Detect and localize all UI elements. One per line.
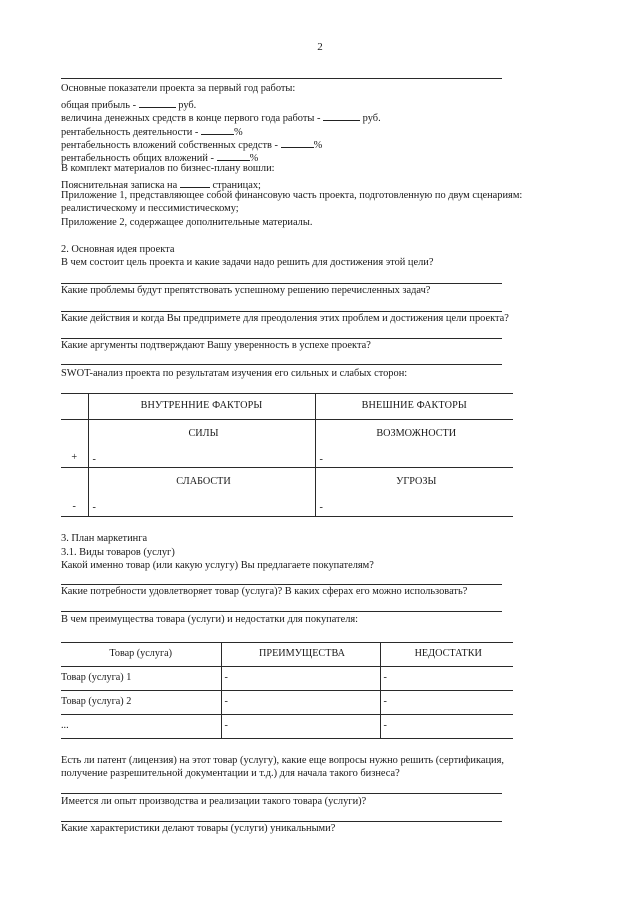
section3-q3: В чем преимущества товара (услуги) и недостатки для покупателя: bbox=[61, 614, 359, 625]
product-name: Товар (услуга) 1 bbox=[61, 667, 221, 691]
section3-q4-line2: получение разрешительной документации и т.д.) для начала такого бизнеса? bbox=[61, 768, 400, 779]
section2-q3: Какие действия и когда Вы предпримете для преодоления этих проблем и достижения цели проекта? bbox=[61, 313, 509, 324]
swot-weaknesses-title: СЛАБОСТИ bbox=[176, 476, 231, 487]
products-header-cons: НЕДОСТАТКИ bbox=[380, 643, 513, 667]
swot-table bbox=[61, 393, 513, 517]
note-label: Пояснительная записка на bbox=[61, 180, 178, 191]
swot-weaknesses-item: - bbox=[92, 502, 96, 514]
product-name: Товар (услуга) 2 bbox=[61, 691, 221, 715]
section3-heading: 3. План маркетинга bbox=[61, 533, 148, 544]
swot-plus-sign: + bbox=[61, 420, 88, 468]
table-row bbox=[61, 691, 513, 715]
cash-unit: руб. bbox=[362, 113, 381, 124]
rent-equity-line bbox=[61, 138, 322, 151]
swot-opportunities-item: - bbox=[319, 454, 323, 466]
swot-intro: SWOT-анализ проекта по результатам изучения его сильных и слабых сторон: bbox=[61, 368, 408, 379]
section2-heading: 2. Основная идея проекта bbox=[61, 244, 175, 255]
section3-sub: 3.1. Виды товаров (услуг) bbox=[61, 547, 175, 558]
swot-threats-cell[interactable] bbox=[315, 468, 513, 517]
rent-activity-blank[interactable] bbox=[201, 125, 234, 135]
swot-corner bbox=[61, 394, 88, 420]
rent-total-label: рентабельность общих вложений - bbox=[61, 153, 214, 164]
products-header-item: Товар (услуга) bbox=[61, 643, 221, 667]
answer-line[interactable] bbox=[61, 793, 502, 794]
swot-strengths-cell[interactable] bbox=[88, 420, 315, 468]
answer-line[interactable] bbox=[61, 821, 502, 822]
materials-heading: В комплект материалов по бизнес-плану вошли: bbox=[61, 163, 275, 174]
product-cons[interactable]: - bbox=[380, 715, 513, 739]
section2-q1: В чем состоит цель проекта и какие задачи надо решить для достижения этой цели? bbox=[61, 257, 434, 268]
page-number: 2 bbox=[317, 41, 323, 53]
swot-opportunities-title: ВОЗМОЖНОСТИ bbox=[376, 428, 457, 439]
answer-line[interactable] bbox=[61, 338, 502, 339]
swot-opportunities-cell[interactable] bbox=[315, 420, 513, 468]
indicators-heading: Основные показатели проекта за первый год работы: bbox=[61, 83, 296, 94]
product-pros[interactable]: - bbox=[221, 715, 380, 739]
percent-sign: % bbox=[249, 153, 259, 164]
appendix1-line2: реалистическому и пессимистическому; bbox=[61, 203, 239, 214]
answer-line[interactable] bbox=[61, 311, 502, 312]
section2-q2: Какие проблемы будут препятствовать успешному решению перечисленных задач? bbox=[61, 285, 431, 296]
swot-internal-header: ВНУТРЕННИЕ ФАКТОРЫ bbox=[88, 394, 315, 420]
answer-line[interactable] bbox=[61, 611, 502, 612]
percent-sign: % bbox=[234, 127, 243, 138]
products-table bbox=[61, 642, 513, 739]
swot-external-header: ВНЕШНИЕ ФАКТОРЫ bbox=[315, 394, 513, 420]
note-blank[interactable] bbox=[180, 178, 210, 188]
product-cons[interactable]: - bbox=[380, 691, 513, 715]
rent-equity-label: рентабельность вложений собственных средств - bbox=[61, 140, 278, 151]
swot-strengths-title: СИЛЫ bbox=[188, 428, 219, 439]
profit-unit: руб. bbox=[178, 100, 197, 111]
cash-line bbox=[61, 111, 381, 124]
appendix2-line: Приложение 2, содержащее дополнительные материалы. bbox=[61, 217, 313, 228]
answer-line[interactable] bbox=[61, 584, 502, 585]
product-cons[interactable]: - bbox=[380, 667, 513, 691]
swot-threats-item: - bbox=[319, 502, 323, 514]
rent-total-blank[interactable] bbox=[217, 151, 250, 161]
top-rule bbox=[61, 78, 502, 79]
appendix1-line1: Приложение 1, представляющее собой финансовую часть проекта, подготовленную по двум сценариям: bbox=[61, 190, 523, 201]
section3-q5: Имеется ли опыт производства и реализации такого товара (услуги)? bbox=[61, 796, 367, 807]
product-pros[interactable]: - bbox=[221, 667, 380, 691]
answer-line[interactable] bbox=[61, 283, 502, 284]
product-pros[interactable]: - bbox=[221, 691, 380, 715]
section2-q4: Какие аргументы подтверждают Вашу уверенность в успехе проекта? bbox=[61, 340, 371, 351]
section3-q1: Какой именно товар (или какую услугу) Вы предлагаете покупателям? bbox=[61, 560, 374, 571]
swot-minus-sign: - bbox=[61, 468, 88, 517]
note-unit: страницах; bbox=[212, 180, 261, 191]
cash-label: величина денежных средств в конце первого года работы - bbox=[61, 113, 321, 124]
profit-label: общая прибыль - bbox=[61, 100, 137, 111]
rent-activity-label: рентабельность деятельности - bbox=[61, 127, 199, 138]
section3-q6: Какие характеристики делают товары (услуги) уникальными? bbox=[61, 823, 336, 834]
product-name: ... bbox=[61, 715, 221, 739]
products-header-pros: ПРЕИМУЩЕСТВА bbox=[221, 643, 380, 667]
table-row bbox=[61, 667, 513, 691]
profit-line bbox=[61, 98, 196, 111]
swot-strengths-item: - bbox=[92, 454, 96, 466]
profit-blank[interactable] bbox=[139, 98, 176, 108]
swot-weaknesses-cell[interactable] bbox=[88, 468, 315, 517]
swot-threats-title: УГРОЗЫ bbox=[396, 476, 437, 487]
table-row bbox=[61, 715, 513, 739]
section3-q2: Какие потребности удовлетворяет товар (услуга)? В каких сферах его можно использовать? bbox=[61, 586, 468, 597]
section3-q4-line1: Есть ли патент (лицензия) на этот товар (услугу), какие еще вопросы нужно решить (сертификация, bbox=[61, 755, 504, 766]
percent-sign: % bbox=[313, 140, 323, 151]
rent-equity-blank[interactable] bbox=[281, 138, 314, 148]
cash-blank[interactable] bbox=[323, 111, 360, 121]
rent-activity-line bbox=[61, 125, 243, 138]
answer-line[interactable] bbox=[61, 364, 502, 365]
